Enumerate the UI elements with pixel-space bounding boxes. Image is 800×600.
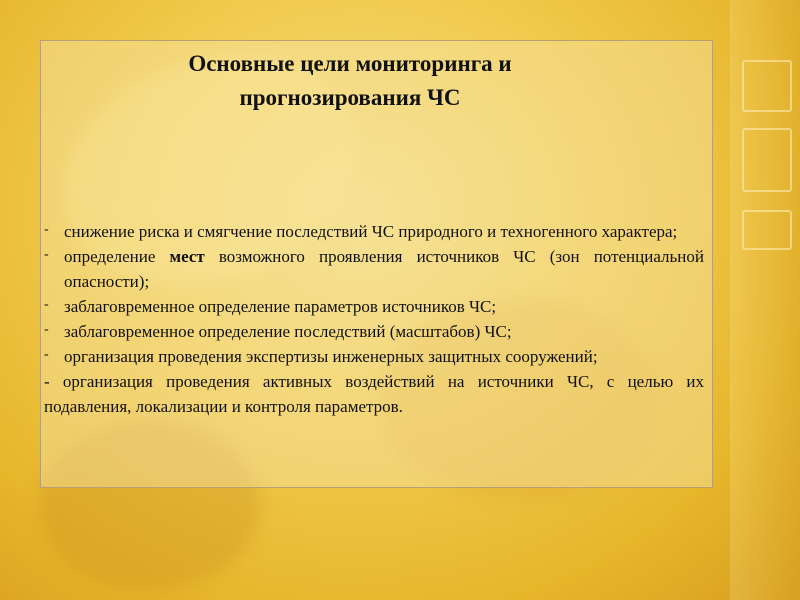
list-item [44,244,704,294]
goals-list [44,219,704,419]
title-line: прогнозирования ЧС [239,85,461,110]
list-item-text: заблаговременное определение параметров источников ЧС; [64,297,497,316]
title-line: Основные цели мониторинга и [188,51,512,76]
bullet-marker: - [44,297,49,312]
list-item-text-end: возможного проявления источников ЧС (зон потенциальной опасности); [64,247,704,291]
list-item [44,344,704,369]
decorative-frame [742,60,792,112]
list-item-text: снижение риска и смягчение последствий ЧС природного и техногенного характера; [64,222,678,241]
bullet-marker: - [44,322,49,337]
slide-title [110,47,590,115]
emphasized-word: мест [169,247,205,266]
list-item [44,219,704,244]
decorative-frame [742,128,792,192]
final-list-item: - организация проведения активных воздействий на источники ЧС, с целью их подавления, локализации и контроля параметров. [44,372,704,416]
bullet-marker: - [44,222,49,237]
list-item-text-start: определение [64,247,170,266]
list-item [44,294,704,319]
list-item [44,319,704,344]
bullet-marker: - [44,247,49,262]
list-item-text: заблаговременное определение последствий (масштабов) ЧС; [64,322,512,341]
decorative-frame [742,210,792,250]
list-item-text: организация проведения экспертизы инженерных защитных сооружений; [64,347,598,366]
bullet-marker: - [44,347,49,362]
list-item-text [64,244,704,294]
